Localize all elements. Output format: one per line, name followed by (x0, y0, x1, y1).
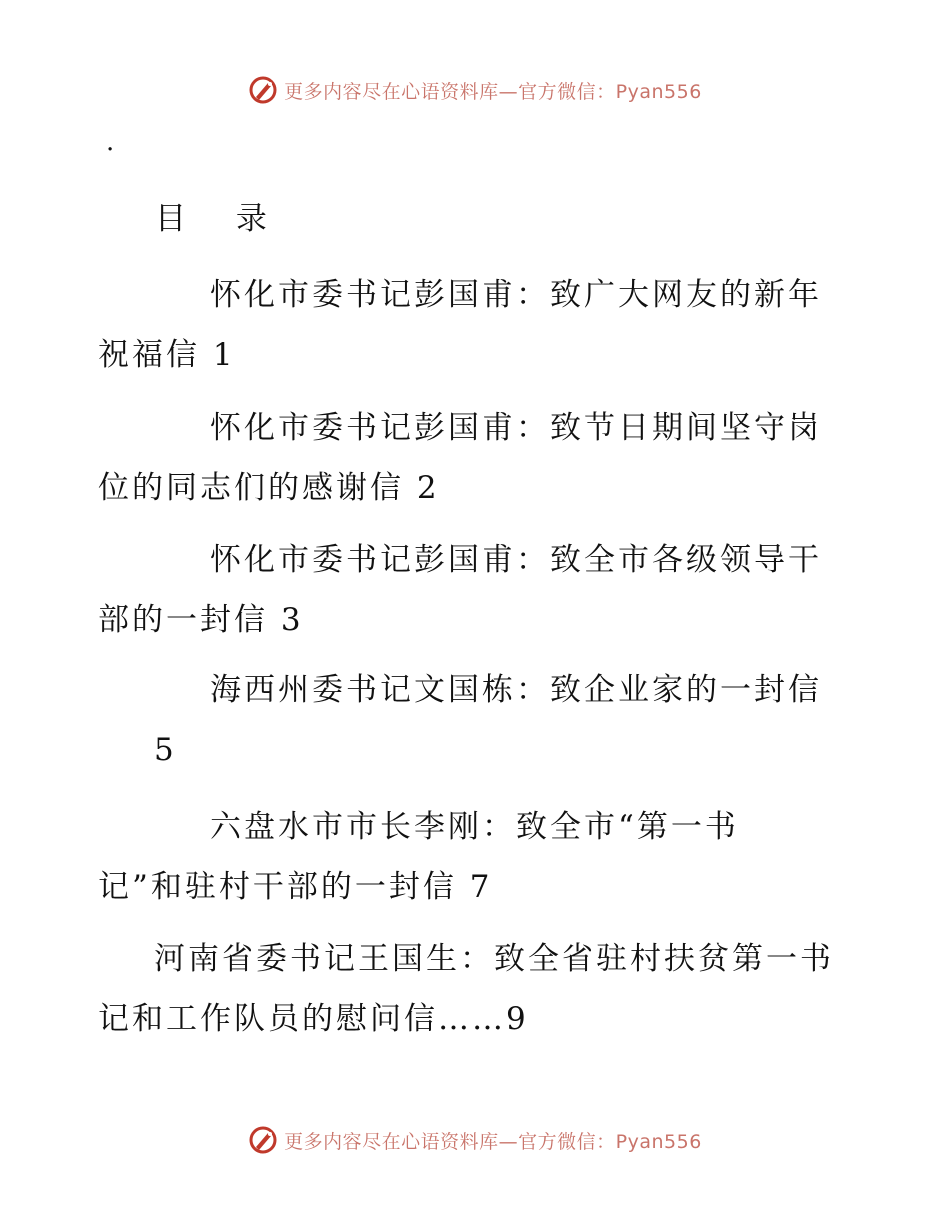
toc-entry[interactable] (98, 398, 834, 518)
toc-entry-line1: 河南省委书记王国生：致全省驻村扶贫第一书 (154, 941, 834, 977)
toc-entry[interactable] (98, 797, 834, 917)
toc-entry-line1: 怀化市委书记彭国甫：致全市各级领导干 (210, 542, 822, 578)
pen-logo-icon (248, 75, 278, 105)
watermark-banner-bottom (0, 1118, 950, 1162)
toc-entry-line2: 位的同志们的感谢信 2 (98, 470, 440, 506)
toc-entry-line1: 六盘水市市长李刚：致全市“第一书 (210, 809, 739, 845)
toc-entry-page: 5 (154, 732, 177, 768)
toc-entry-line1: 海西州委书记文国栋：致企业家的一封信 (210, 672, 822, 708)
toc-entry-line2: 祝福信 1 (98, 337, 236, 373)
toc-entry-line2: 记”和驻村干部的一封信 7 (98, 869, 493, 905)
toc-entry-line2: 记和工作队员的慰问信……9 (98, 1001, 529, 1037)
toc-title: 目 录 (155, 201, 287, 237)
toc-entry-line1: 怀化市委书记彭国甫：致广大网友的新年 (210, 277, 822, 313)
watermark-text: 更多内容尽在心语资料库—官方微信：Pyan556 (284, 1130, 702, 1153)
bullet-dot: · (106, 135, 115, 165)
toc-entry-line1: 怀化市委书记彭国甫：致节日期间坚守岗 (210, 410, 822, 446)
toc-entry[interactable] (98, 929, 834, 1049)
watermark-banner-top (0, 68, 950, 112)
pen-logo-icon (248, 1125, 278, 1155)
toc-entry[interactable] (98, 660, 834, 780)
toc-entry[interactable] (98, 530, 834, 650)
toc-entry[interactable] (98, 265, 834, 385)
toc-entry-line2: 部的一封信 3 (98, 602, 304, 638)
watermark-text: 更多内容尽在心语资料库—官方微信：Pyan556 (284, 80, 702, 103)
